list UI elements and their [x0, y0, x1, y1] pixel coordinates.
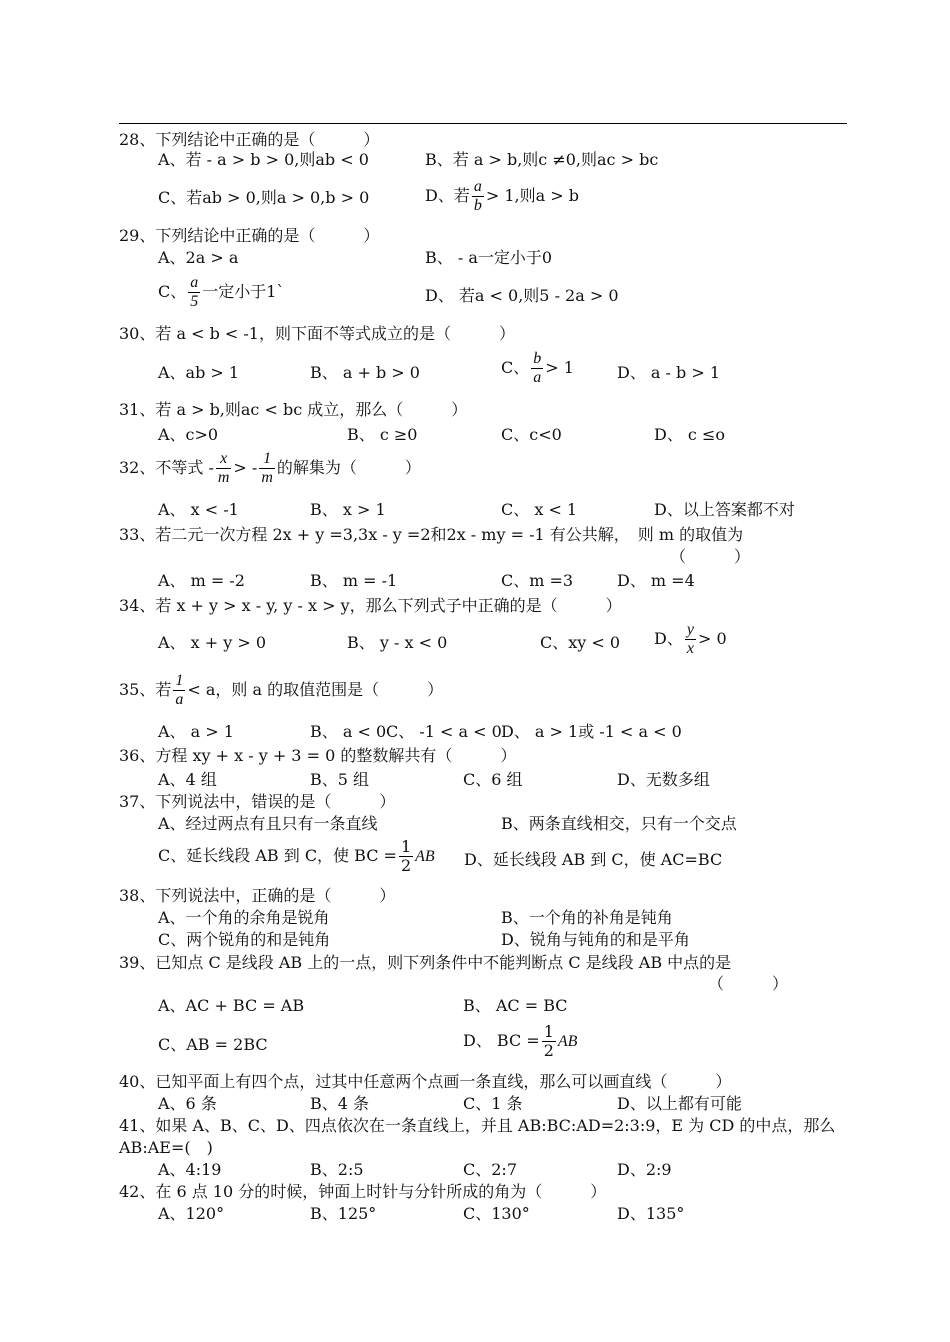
q32-option-a: A、 x < -1	[158, 500, 239, 519]
q30-option-c	[501, 350, 574, 387]
q29-option-b: B、 - a一定小于0	[425, 248, 553, 267]
q32-frac2-denominator: m	[261, 469, 273, 486]
q30-option-a: A、ab > 1	[158, 363, 240, 382]
question-38-stem: 38、下列说法中，正确的是（ ）	[119, 886, 396, 905]
q32-option-c: C、 x < 1	[501, 500, 578, 519]
q34-option-d	[654, 621, 727, 658]
q36-option-b: B、5 组	[310, 770, 370, 789]
q37-option-c	[158, 838, 435, 875]
q32-frac1-denominator: m	[217, 469, 230, 486]
q42-option-c: C、130°	[463, 1204, 530, 1223]
q34-d-numerator: y	[686, 621, 694, 638]
q36-option-a: A、4 组	[158, 770, 217, 789]
q32-stem-suffix: 的解集为（ ）	[276, 458, 421, 477]
q40-option-c: C、1 条	[463, 1094, 523, 1113]
q37-option-b: B、两条直线相交，只有一个交点	[501, 814, 737, 833]
q28-option-b: B、若 a > b,则c ≠0,则ac > bc	[425, 150, 659, 169]
q39-option-c: C、AB = 2BC	[158, 1035, 268, 1054]
question-30-stem: 30、若 a < b < -1，则下面不等式成立的是（ ）	[119, 324, 515, 343]
q37-c-suffix: AB	[415, 848, 435, 865]
q29-c-numerator: a	[190, 274, 199, 291]
question-29-stem: 29、下列结论中正确的是（ ）	[119, 226, 380, 245]
question-39-stem: 39、已知点 C 是线段 AB 上的一点，则下列条件中不能判断点 C 是线段 AB 中点的是	[119, 953, 732, 972]
q33-option-c: C、m =3	[501, 571, 574, 590]
q32-stem-middle: > -	[233, 458, 258, 477]
q32-option-b: B、 x > 1	[310, 500, 386, 519]
q37-c-prefix: C、延长线段 AB 到 C，使 BC =	[158, 846, 397, 865]
question-33-stem: 33、若二元一次方程 2x + y =3,3x - y =2和2x - my = -1 有公共解， 则 m 的取值为	[119, 525, 744, 544]
q37-c-denominator: 2	[400, 856, 412, 875]
q36-option-c: C、6 组	[463, 770, 523, 789]
q30-c-numerator: b	[533, 350, 542, 367]
header-rule	[119, 123, 847, 124]
q39-option-a: A、AC + BC = AB	[158, 996, 305, 1015]
q29-c-denominator: 5	[190, 293, 199, 310]
q28-d-denominator: b	[473, 197, 482, 214]
q28-d-suffix: > 1,则a > b	[485, 186, 579, 205]
q34-d-denominator: x	[686, 640, 694, 657]
q41-option-b: B、2:5	[310, 1160, 364, 1179]
question-42-stem: 42、在 6 点 10 分的时候，钟面上时针与分针所成的角为（ ）	[119, 1182, 607, 1201]
q35-option-c: C、 -1 < a < 0	[386, 722, 502, 741]
q42-option-d: D、135°	[617, 1204, 685, 1223]
q39-option-d	[463, 1023, 577, 1060]
q29-option-d: D、 若a < 0,则5 - 2a > 0	[425, 286, 619, 305]
q32-frac2-numerator: 1	[259, 450, 275, 469]
question-40-stem: 40、已知平面上有四个点，过其中任意两个点画一条直线，那么可以画直线（ ）	[119, 1072, 732, 1091]
q32-frac1-numerator: x	[216, 450, 232, 469]
q31-option-a: A、c>0	[158, 425, 219, 444]
q34-option-c: C、xy < 0	[540, 633, 621, 652]
q38-option-c: C、两个锐角的和是钝角	[158, 930, 331, 949]
q30-option-b: B、 a + b > 0	[310, 363, 420, 382]
q28-option-a: A、若 - a > b > 0,则ab < 0	[158, 150, 369, 169]
q35-stem-suffix: < a，则 a 的取值范围是（ ）	[187, 680, 444, 699]
q31-option-b: B、 c ≥0	[347, 425, 418, 444]
q40-option-a: A、6 条	[158, 1094, 217, 1113]
question-35-stem	[119, 672, 443, 709]
q35-stem-prefix: 35、若	[119, 680, 172, 699]
q33-option-d: D、 m =4	[617, 571, 695, 590]
q39-option-b: B、 AC = BC	[463, 996, 568, 1015]
q34-d-prefix: D、	[654, 629, 683, 648]
q32-stem-prefix: 32、不等式 -	[119, 458, 214, 477]
q33-option-a: A、 m = -2	[158, 571, 245, 590]
q35-option-a: A、 a > 1	[158, 722, 234, 741]
q37-option-d: D、延长线段 AB 到 C，使 AC=BC	[464, 850, 723, 869]
q29-c-suffix: 一定小于1`	[202, 282, 285, 301]
q42-option-a: A、120°	[158, 1204, 225, 1223]
q29-option-c	[158, 274, 284, 311]
q35-numerator: 1	[175, 672, 184, 689]
question-31-stem: 31、若 a > b,则ac < bc 成立，那么（ ）	[119, 400, 468, 419]
q40-option-b: B、4 条	[310, 1094, 370, 1113]
q37-c-numerator: 1	[400, 837, 412, 856]
q38-option-b: B、一个角的补角是钝角	[501, 908, 673, 927]
q30-option-d: D、 a - b > 1	[617, 363, 721, 382]
question-32-stem	[119, 450, 421, 487]
q34-d-suffix: > 0	[697, 629, 727, 648]
q39-d-prefix: D、 BC =	[463, 1031, 540, 1050]
q28-option-c: C、若ab > 0,则a > 0,b > 0	[158, 188, 370, 207]
q35-denominator: a	[175, 691, 184, 708]
q39-d-numerator: 1	[543, 1022, 554, 1041]
q35-option-b: B、 a < 0	[310, 722, 387, 741]
q41-option-a: A、4:19	[158, 1160, 222, 1179]
q41-option-d: D、2:9	[617, 1160, 672, 1179]
q28-d-prefix: D、若	[425, 186, 470, 205]
q35-option-d: D、 a > 1或 -1 < a < 0	[501, 722, 682, 741]
q39-d-denominator: 2	[543, 1041, 554, 1060]
q29-option-a: A、2a > a	[158, 248, 239, 267]
q28-option-d	[425, 178, 579, 215]
question-37-stem: 37、下列说法中，错误的是（ ）	[119, 792, 396, 811]
q38-option-d: D、锐角与钝角的和是平角	[501, 930, 690, 949]
q41-option-c: C、2:7	[463, 1160, 517, 1179]
q30-c-suffix: > 1	[545, 358, 574, 377]
q28-d-numerator: a	[473, 178, 482, 195]
q33-option-b: B、 m = -1	[310, 571, 398, 590]
question-41-stem: 41、如果 A、B、C、D、四点依次在一条直线上，并且 AB:BC:AD=2:3:9，E 为 CD 的中点，那么	[119, 1116, 836, 1135]
q40-option-d: D、以上都有可能	[617, 1094, 742, 1113]
q33-answer-paren: （ ）	[670, 547, 751, 566]
q30-c-prefix: C、	[501, 358, 530, 377]
q36-option-d: D、无数多组	[617, 770, 710, 789]
q34-option-b: B、 y - x < 0	[347, 633, 448, 652]
question-28-stem: 28、下列结论中正确的是（ ）	[119, 130, 380, 149]
q38-option-a: A、一个角的余角是锐角	[158, 908, 330, 927]
question-34-stem: 34、若 x + y > x - y, y - x > y，那么下列式子中正确的是（ ）	[119, 596, 622, 615]
q42-option-b: B、125°	[310, 1204, 377, 1223]
q29-c-prefix: C、	[158, 282, 187, 301]
question-36-stem: 36、方程 xy + x - y + 3 = 0 的整数解共有（ ）	[119, 746, 517, 765]
q31-option-c: C、c<0	[501, 425, 562, 444]
q30-c-denominator: a	[533, 369, 542, 386]
q34-option-a: A、 x + y > 0	[158, 633, 267, 652]
q39-answer-paren: （ ）	[708, 974, 789, 993]
q31-option-d: D、 c ≤o	[654, 425, 726, 444]
q37-option-a: A、经过两点有且只有一条直线	[158, 814, 378, 833]
question-41-stem-cont: AB:AE=( )	[119, 1138, 213, 1157]
q32-option-d: D、以上答案都不对	[654, 500, 795, 519]
q39-d-suffix: AB	[557, 1033, 578, 1050]
